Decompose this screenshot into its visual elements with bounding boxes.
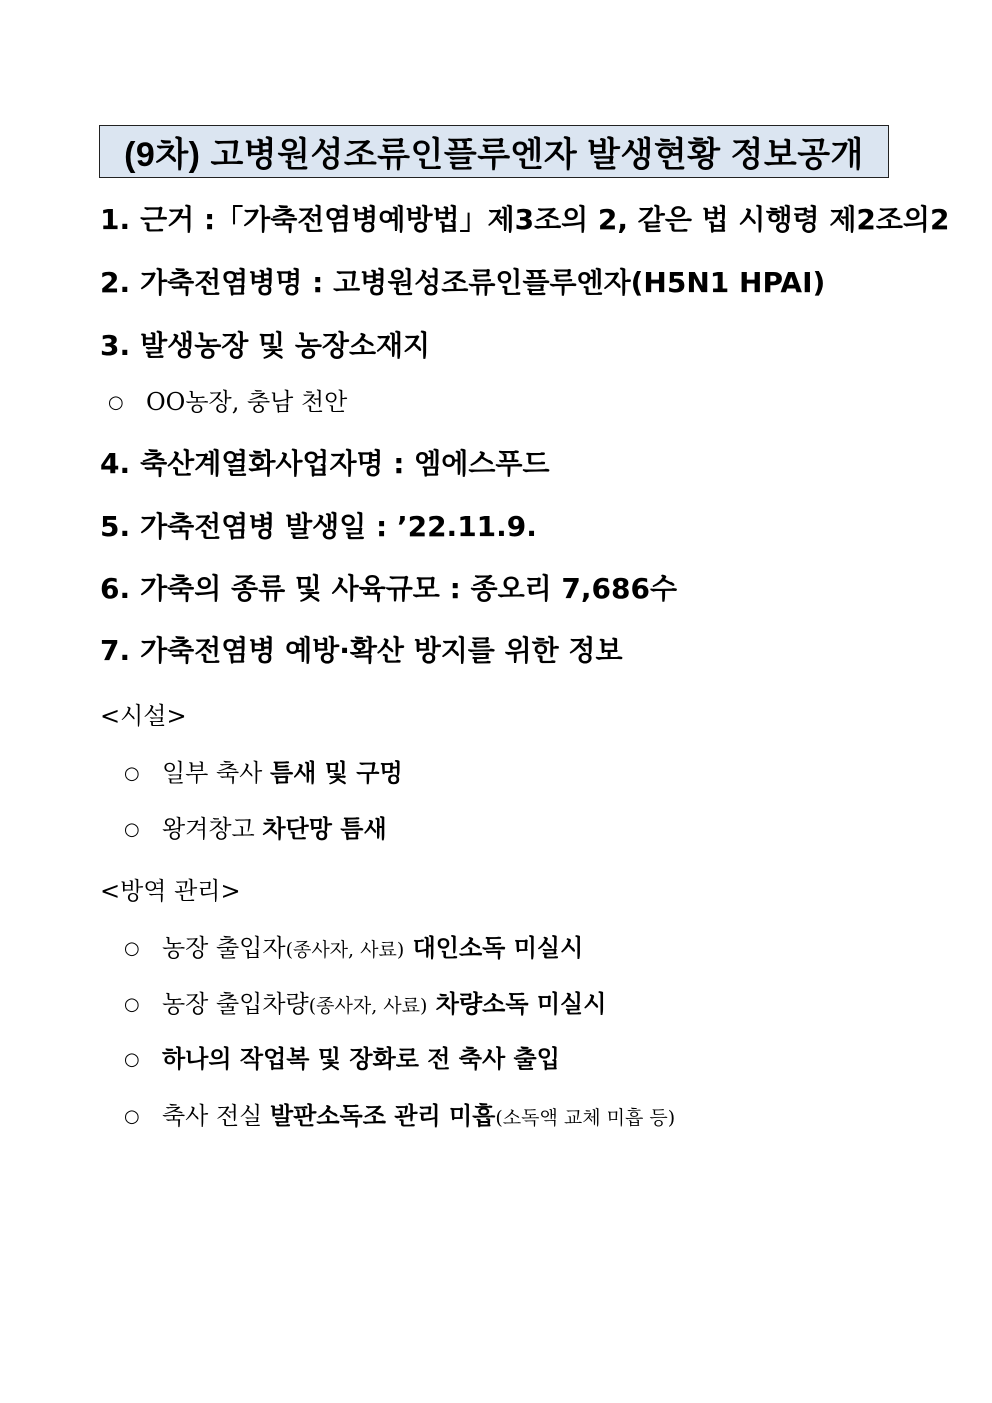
item-text: 가축전염병 예방·확산 방지를 위한 정보: [140, 634, 623, 667]
farm-text: OO농장, 충남 천안: [146, 388, 348, 416]
bullet-bold-text: 하나의 작업복 및 장화로 전 축사 출입: [162, 1044, 560, 1073]
bullet-bold-text: 대인소독 미실시: [404, 933, 584, 962]
bullet-small-text: (종사자, 사료): [308, 995, 428, 1017]
item-text: 축산계열화사업자명 : 엠에스푸드: [140, 447, 550, 480]
facility-bullet-1: [124, 757, 403, 790]
page-title: (9차) 고병원성조류인플루엔자 발생현황 정보공개: [124, 136, 864, 174]
quarantine-bullet-3: [124, 1043, 560, 1076]
bullet-bold-text: 차량소독 미실시: [427, 989, 607, 1018]
item-number: 5.: [100, 510, 131, 543]
item-number: 4.: [100, 447, 131, 480]
item-number: 1.: [100, 203, 131, 236]
quarantine-section-label: <방역 관리>: [100, 877, 241, 905]
bullet-bold-text: 발판소독조 관리 미흡: [270, 1101, 496, 1130]
bullet-circle-icon: ○: [124, 819, 140, 840]
item-basis: [100, 202, 949, 238]
item-text: 가축전염병 발생일 : ’22.11.9.: [140, 510, 537, 543]
item-integrator: [100, 446, 550, 482]
bullet-small-text: (종사자, 사료): [285, 939, 405, 961]
bullet-plain-text: 왕겨창고: [162, 815, 263, 843]
bullet-circle-icon: ○: [124, 1106, 140, 1127]
bullet-plain-text: 일부 축사: [162, 759, 270, 787]
quarantine-bullet-2: [124, 988, 606, 1022]
title-box: [99, 125, 889, 178]
bullet-circle-icon: ○: [124, 763, 140, 784]
bullet-plain-text: 축사 전실: [162, 1102, 270, 1130]
facility-bullet-2: [124, 813, 387, 846]
bullet-plain-text: 농장 출입자: [162, 934, 286, 962]
item-text: 발생농장 및 농장소재지: [140, 329, 431, 362]
bullet-plain-text: 농장 출입차량: [162, 990, 309, 1018]
item-text: 가축전염병명 : 고병원성조류인플루엔자(H5N1 HPAI): [140, 266, 826, 299]
item-text: 근거 :「가축전염병예방법」제3조의 2, 같은 법 시행령 제2조의2: [140, 203, 950, 236]
bullet-note-text: (소독액 교체 미흡 등): [495, 1107, 676, 1129]
item-disease-name: [100, 265, 825, 301]
item-number: 7.: [100, 634, 131, 667]
item-number: 2.: [100, 266, 131, 299]
item-outbreak-date: [100, 509, 537, 545]
quarantine-bullet-4: [124, 1100, 675, 1134]
item-farm-location: [100, 328, 430, 364]
bullet-circle-icon: ○: [124, 1049, 140, 1070]
quarantine-bullet-1: [124, 932, 583, 966]
farm-bullet-line: [108, 386, 347, 419]
bullet-circle-icon: ○: [124, 994, 140, 1015]
item-number: 6.: [100, 572, 131, 605]
bullet-circle-icon: ○: [124, 938, 140, 959]
bullet-bold-text: 차단망 틈새: [262, 814, 387, 843]
bullet-bold-text: 틈새 및 구멍: [270, 758, 403, 787]
facility-section-label: <시설>: [100, 702, 187, 730]
item-prevention-info: [100, 633, 623, 669]
bullet-circle-icon: ○: [108, 392, 124, 413]
item-number: 3.: [100, 329, 131, 362]
item-livestock-scale: [100, 571, 677, 607]
item-text: 가축의 종류 및 사육규모 : 종오리 7,686수: [140, 572, 678, 605]
